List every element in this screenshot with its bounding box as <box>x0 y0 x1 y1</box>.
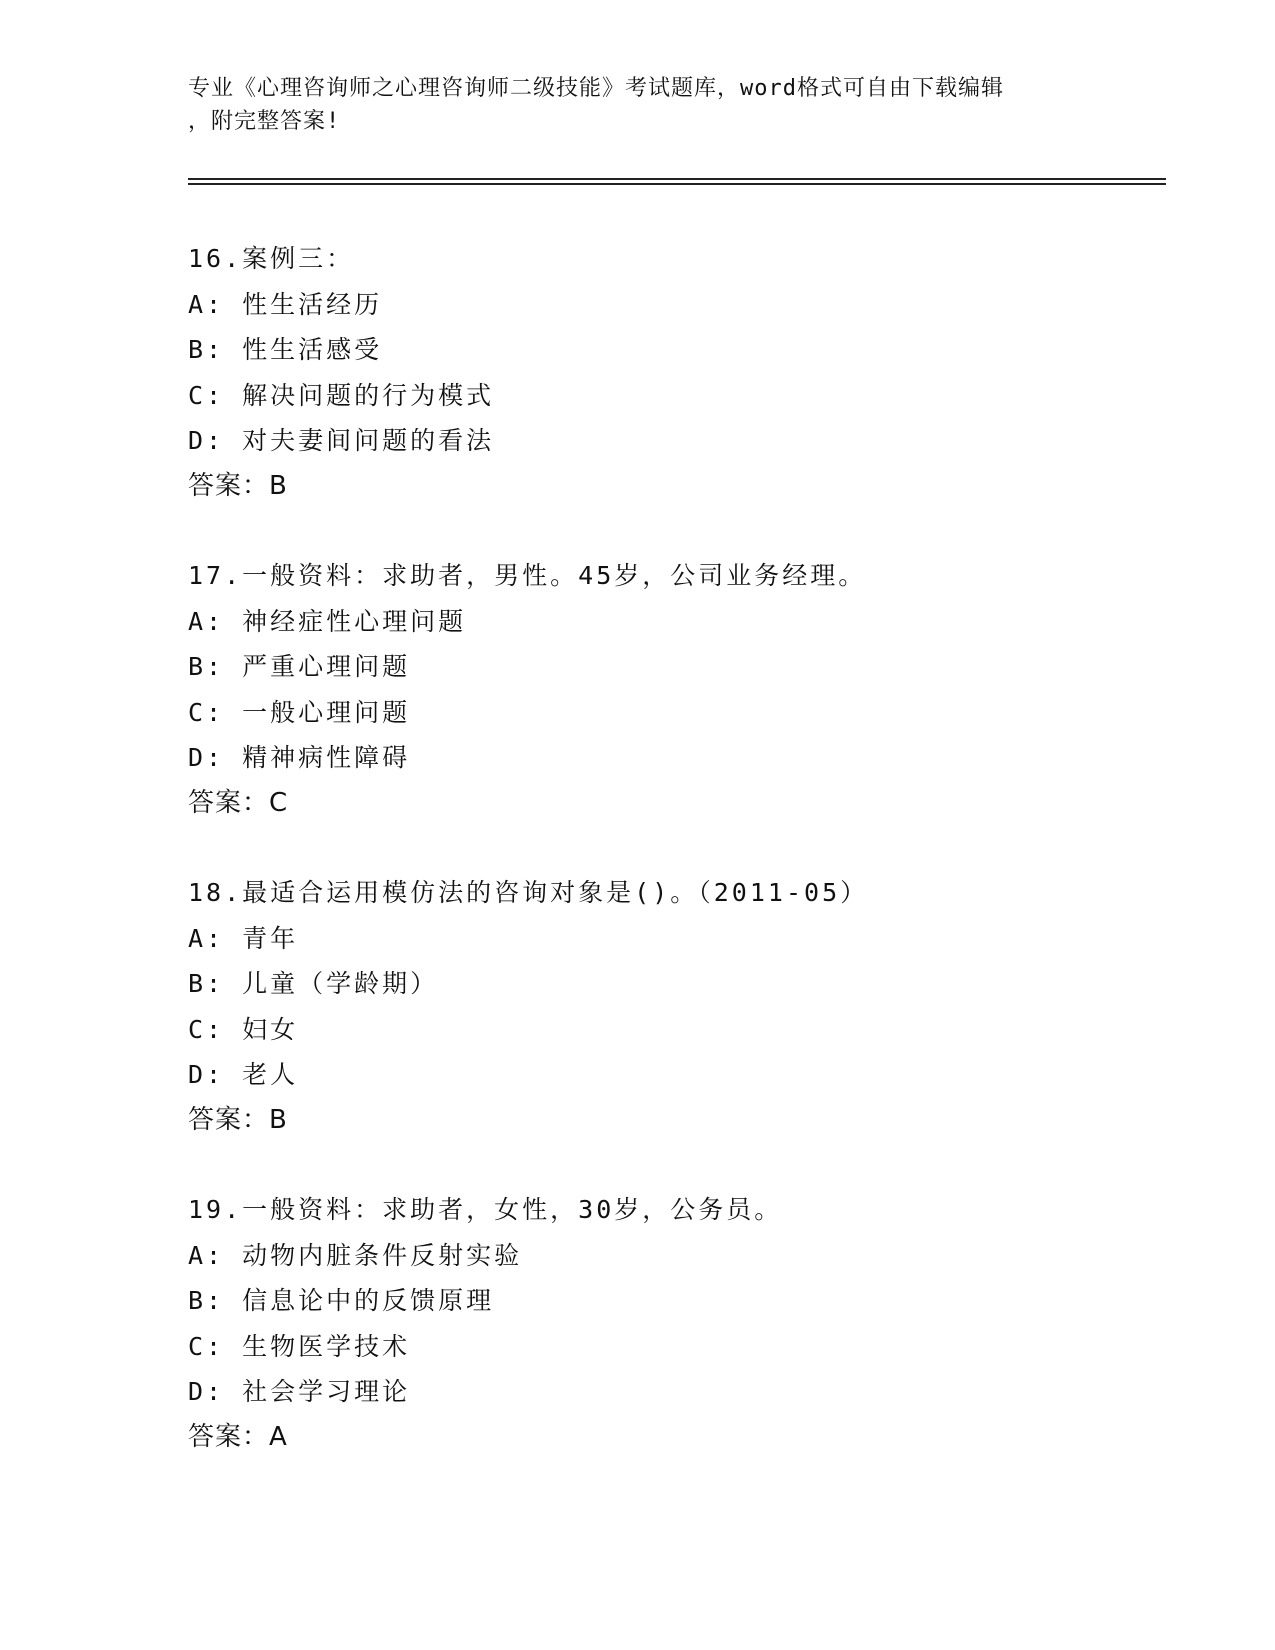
option-c: C: 生物医学技术 <box>188 1331 411 1361</box>
answer-line: 答案：B <box>188 470 288 501</box>
option-b: B: 严重心理问题 <box>188 652 411 681</box>
question-title: 19.一般资料：求助者，女性，30岁，公务员。 <box>188 1195 783 1224</box>
option-b: B: 信息论中的反馈原理 <box>188 1286 495 1315</box>
option-d: D: 社会学习理论 <box>188 1377 411 1406</box>
answer-line: 答案：A <box>188 1421 288 1452</box>
question-list <box>188 236 1148 1504</box>
question-title: 17.一般资料：求助者，男性。45岁，公司业务经理。 <box>188 561 867 590</box>
option-b: B: 儿童（学龄期） <box>188 969 439 998</box>
question-title: 16.案例三： <box>188 244 355 273</box>
option-d: D: 对夫妻间问题的看法 <box>188 426 495 455</box>
answer-line: 答案：B <box>188 1104 288 1135</box>
question-title: 18.最适合运用模仿法的咨询对象是()。（2011-05） <box>188 878 869 907</box>
option-c: C: 一般心理问题 <box>188 697 411 727</box>
question-18 <box>188 870 1148 1143</box>
document-header <box>188 72 1088 138</box>
question-16 <box>188 236 1148 509</box>
question-19 <box>188 1187 1148 1460</box>
option-d: D: 精神病性障碍 <box>188 743 411 772</box>
header-divider-top <box>188 178 1166 180</box>
option-c: C: 妇女 <box>188 1014 299 1044</box>
header-line-1: 专业《心理咨询师之心理咨询师二级技能》考试题库，word格式可自由下载编辑 <box>188 76 1004 101</box>
option-a: A: 青年 <box>188 923 299 953</box>
option-a: A: 神经症性心理问题 <box>188 606 467 636</box>
option-b: B: 性生活感受 <box>188 335 383 364</box>
header-divider-bottom <box>188 183 1166 185</box>
option-a: A: 性生活经历 <box>188 289 383 319</box>
header-line-2: ，附完整答案! <box>188 109 341 134</box>
option-c: C: 解决问题的行为模式 <box>188 380 495 410</box>
option-d: D: 老人 <box>188 1060 299 1089</box>
answer-line: 答案：C <box>188 787 289 818</box>
question-17 <box>188 553 1148 826</box>
option-a: A: 动物内脏条件反射实验 <box>188 1240 523 1270</box>
